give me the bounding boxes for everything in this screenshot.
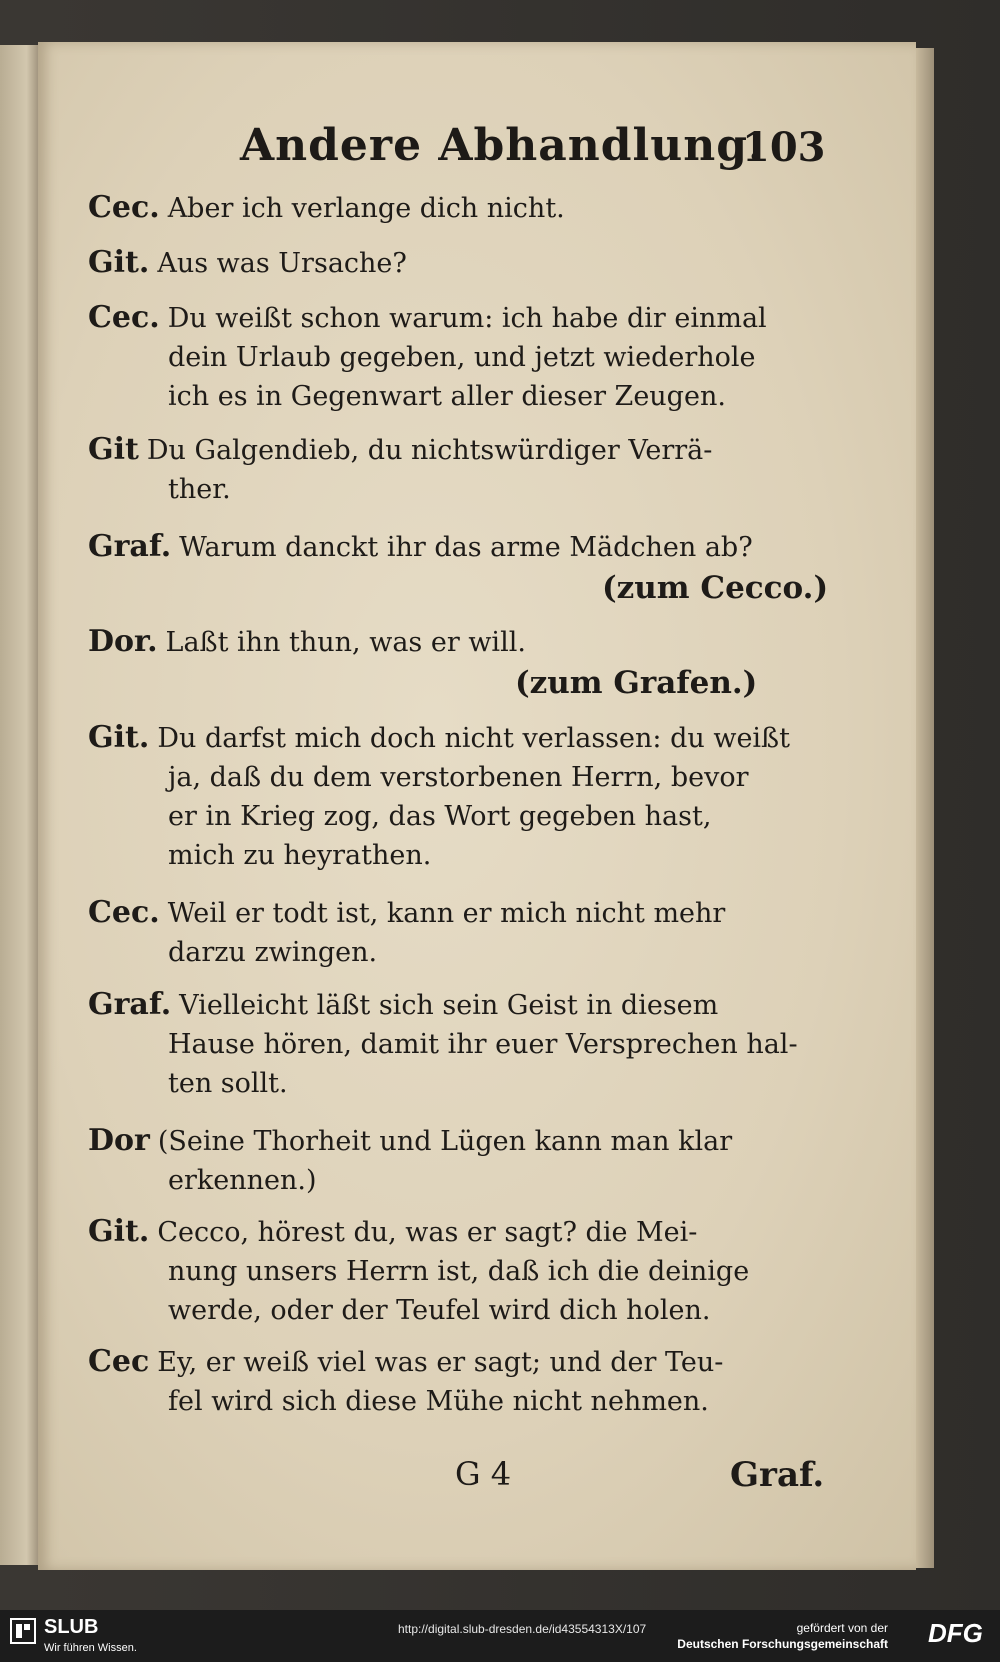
speaker-label: Cec. xyxy=(88,190,160,225)
speech-line: Cecco, hörest du, was er sagt? die Mei- xyxy=(157,1217,698,1248)
speech-dor-2 xyxy=(88,1121,823,1200)
library-tagline: Wir führen Wissen. xyxy=(44,1642,137,1654)
speech-graf-1 xyxy=(88,527,823,567)
speech-line: Du weißt schon warum: ich habe dir einmal xyxy=(167,303,767,334)
speaker-label: Dor. xyxy=(88,624,158,659)
previous-page-edge xyxy=(0,45,38,1565)
speech-line: Du darfst mich doch nicht verlassen: du weißt xyxy=(157,723,790,754)
speech-line: Weil er todt ist, kann er mich nicht mehr xyxy=(167,898,726,929)
speech-line: Ey, er weiß viel was er sagt; und der Teu- xyxy=(157,1347,724,1378)
speech-cec-1 xyxy=(88,188,823,228)
speech-cec-2 xyxy=(88,298,823,416)
speech-line: ja, daß du dem verstorbenen Herrn, bevor xyxy=(168,762,749,793)
speech-line: Du Galgendieb, du nichtswürdiger Verrä- xyxy=(146,435,713,466)
speech-line: mich zu heyrathen. xyxy=(168,840,432,871)
speech-cec-4 xyxy=(88,1342,823,1421)
speech-graf-2 xyxy=(88,985,823,1103)
funding-note xyxy=(677,1620,888,1652)
speech-dor-1 xyxy=(88,622,823,662)
running-head: Andere Abhandlung. xyxy=(240,120,765,171)
page-number: 103 xyxy=(742,124,826,171)
speech-line: (Seine Thorheit und Lügen kann man klar xyxy=(157,1126,733,1157)
speaker-label: Cec xyxy=(88,1344,150,1379)
speaker-label: Cec. xyxy=(88,300,160,335)
speaker-label: Graf. xyxy=(88,529,172,564)
speech-line: Vielleicht läßt sich sein Geist in diesem xyxy=(179,990,719,1021)
footer-bar xyxy=(0,1610,1000,1662)
printer-signature: G 4 xyxy=(455,1455,512,1493)
speech-line: Aber ich verlange dich nicht. xyxy=(167,193,565,224)
speaker-label: Git. xyxy=(88,1214,150,1249)
speech-line: er in Krieg zog, das Wort gegeben hast, xyxy=(168,801,712,832)
speech-line: dein Urlaub gegeben, und jetzt wiederhole xyxy=(168,342,756,373)
funding-line-2: Deutschen Forschungsgemeinschaft xyxy=(677,1637,888,1651)
speech-cec-3 xyxy=(88,893,823,972)
speaker-label: Cec. xyxy=(88,895,160,930)
page-stack-edge xyxy=(916,48,934,1568)
speech-git-1 xyxy=(88,243,823,283)
stage-direction: (zum Cecco.) xyxy=(602,570,829,606)
speech-line: Warum danckt ihr das arme Mädchen ab? xyxy=(179,532,753,563)
speech-line: ten sollt. xyxy=(168,1068,288,1099)
funding-line-1: gefördert von der xyxy=(796,1621,888,1635)
speaker-label: Git xyxy=(88,432,139,467)
speaker-label: Dor xyxy=(88,1123,150,1158)
stage-direction: (zum Grafen.) xyxy=(515,665,758,701)
speaker-label: Graf. xyxy=(88,987,172,1022)
speech-line: Laßt ihn thun, was er will. xyxy=(165,627,526,658)
dfg-logo: DFG xyxy=(928,1618,983,1648)
catchword: Graf. xyxy=(730,1455,825,1495)
source-url-link[interactable]: http://digital.slub-dresden.de/id43554313X/107 xyxy=(398,1622,647,1636)
speech-line: werde, oder der Teufel wird dich holen. xyxy=(168,1295,711,1326)
speech-line: darzu zwingen. xyxy=(168,937,378,968)
speech-line: Aus was Ursache? xyxy=(157,248,407,279)
speaker-label: Git. xyxy=(88,720,150,755)
speech-git-4 xyxy=(88,1212,823,1330)
speech-line: Hause hören, damit ihr euer Versprechen hal- xyxy=(168,1029,798,1060)
speech-line: fel wird sich diese Mühe nicht nehmen. xyxy=(168,1386,709,1417)
speech-line: ich es in Gegenwart aller dieser Zeugen. xyxy=(168,381,726,412)
speaker-label: Git. xyxy=(88,245,150,280)
speech-line: nung unsers Herrn ist, daß ich die deinige xyxy=(168,1256,750,1287)
speech-git-3 xyxy=(88,718,823,875)
speech-git-2 xyxy=(88,430,823,509)
speech-line: erkennen.) xyxy=(168,1165,317,1196)
library-name: SLUB xyxy=(44,1616,99,1638)
speech-line: ther. xyxy=(168,474,231,505)
slub-logo-icon xyxy=(10,1618,36,1644)
